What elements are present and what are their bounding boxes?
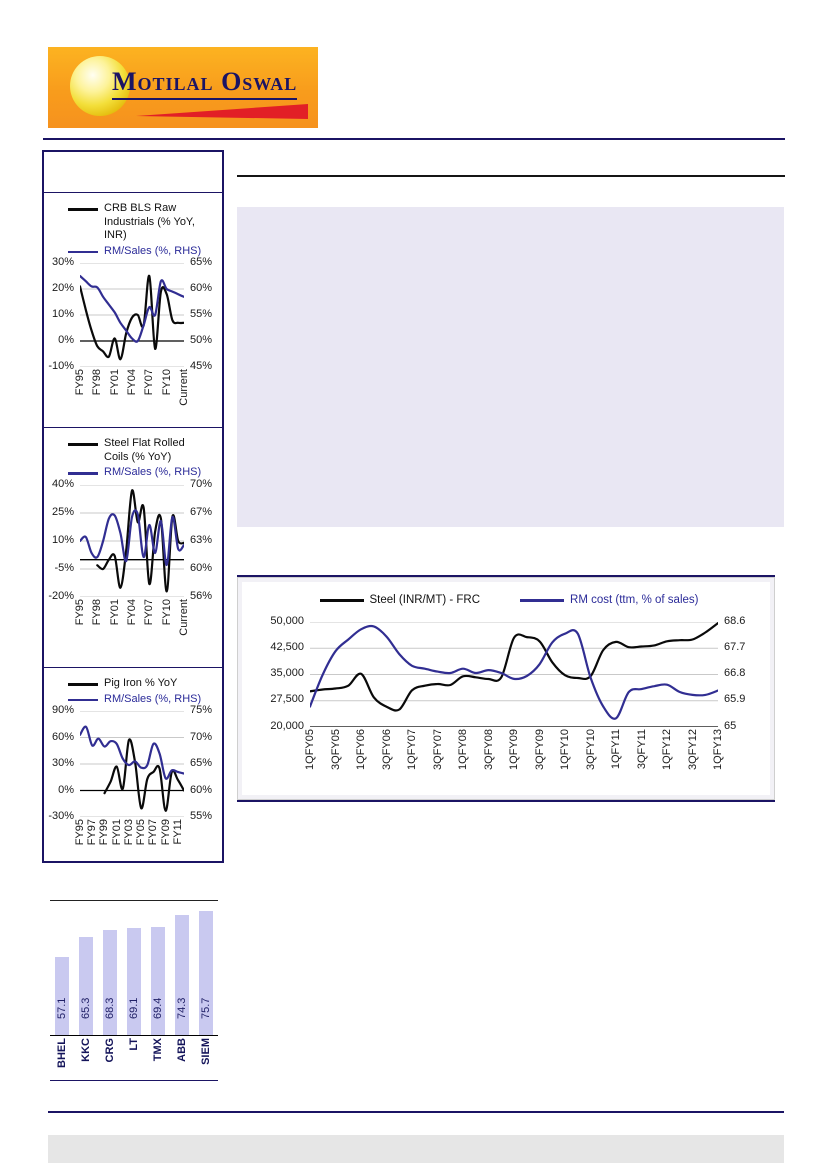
category-label: LT bbox=[128, 1038, 140, 1051]
sidebar-blank-strip bbox=[44, 152, 222, 192]
legend-item bbox=[320, 594, 481, 608]
legend-label: Steel (INR/MT) - FRC bbox=[369, 594, 481, 606]
motilal-oswal-logo bbox=[48, 47, 318, 128]
legend-line-marker bbox=[68, 251, 98, 254]
x-tick-label: FY07 bbox=[143, 369, 156, 396]
legend-label: RM/Sales (%, RHS) bbox=[104, 244, 202, 257]
x-tick-label: FY01 bbox=[110, 819, 123, 846]
y-tick-label: 65% bbox=[190, 757, 213, 769]
bar-value-label: 68.3 bbox=[104, 997, 116, 1019]
legend-line-marker bbox=[68, 472, 98, 475]
y-tick-label: 10% bbox=[51, 533, 74, 546]
y-tick-label: 65 bbox=[724, 719, 737, 732]
y-tick-label: 65.9 bbox=[724, 693, 746, 706]
legend-label: RM cost (ttm, % of sales) bbox=[570, 594, 699, 606]
plot-area bbox=[80, 485, 184, 597]
y-tick-label: 65% bbox=[190, 256, 213, 268]
line-series bbox=[80, 276, 184, 359]
y-tick-label: 60% bbox=[190, 561, 213, 574]
y-tick-label: 60% bbox=[51, 730, 74, 743]
legend-label: Steel Flat Rolled Coils (% YoY) bbox=[104, 437, 185, 463]
legend-item bbox=[520, 594, 698, 608]
y-tick-label: 30% bbox=[51, 757, 74, 769]
footer-bar bbox=[48, 1135, 784, 1163]
main-chart-bottom-rule bbox=[237, 800, 775, 802]
y-tick-label: 0% bbox=[58, 334, 74, 346]
y-tick-label: 60% bbox=[190, 282, 213, 294]
x-tick-label: FY98 bbox=[91, 598, 104, 625]
legend-label: CRB BLS Raw Industrials (% YoY, INR) bbox=[104, 202, 195, 241]
legend-line-marker bbox=[68, 208, 98, 211]
line-series bbox=[105, 739, 185, 810]
red-swoosh-icon bbox=[136, 104, 308, 119]
x-tick-label: FY01 bbox=[108, 369, 121, 396]
x-tick-label: FY05 bbox=[135, 819, 148, 846]
bar-value-label: 74.3 bbox=[176, 997, 188, 1019]
line-series bbox=[80, 727, 184, 779]
y-tick-label: 75% bbox=[190, 704, 213, 716]
x-tick-label: FY04 bbox=[126, 598, 138, 625]
x-tick-label: 1QFY09 bbox=[508, 728, 520, 770]
x-tick-label: 1QFY06 bbox=[355, 728, 367, 770]
chart-legend bbox=[248, 592, 770, 622]
x-tick-label: 1QFY07 bbox=[406, 728, 418, 770]
y-tick-label: 56% bbox=[190, 589, 213, 602]
plot-area bbox=[310, 622, 718, 727]
y-tick-label: 63% bbox=[190, 533, 213, 546]
chart-legend bbox=[44, 428, 222, 485]
x-tick-label: 1QFY13 bbox=[712, 728, 724, 770]
y-tick-label: 67% bbox=[190, 505, 213, 518]
bar-KKC bbox=[79, 937, 93, 1035]
bar-value-label: 69.4 bbox=[152, 997, 164, 1019]
x-tick-label: 1QFY11 bbox=[610, 728, 622, 769]
x-tick-label: FY95 bbox=[74, 819, 86, 846]
steel-rm-chart-frame bbox=[237, 577, 775, 800]
category-label: ABB bbox=[176, 1038, 188, 1062]
line-series bbox=[310, 623, 718, 710]
y-tick-label: 35,000 bbox=[270, 667, 304, 679]
x-tick-label: FY10 bbox=[160, 598, 173, 625]
bar-value-label: 65.3 bbox=[80, 997, 92, 1019]
x-tick-label: FY98 bbox=[91, 369, 104, 396]
x-tick-label: 3QFY06 bbox=[380, 728, 393, 770]
footer-rule bbox=[48, 1111, 784, 1113]
content-top-rule bbox=[237, 175, 785, 177]
y-tick-label: 50,000 bbox=[270, 614, 304, 627]
y-tick-label: 25% bbox=[51, 505, 74, 518]
y-tick-label: 42,500 bbox=[270, 640, 304, 653]
y-tick-label: -5% bbox=[54, 561, 74, 574]
x-tick-label: FY03 bbox=[122, 819, 135, 846]
bar-CRG bbox=[103, 930, 117, 1035]
chart-pig-iron bbox=[44, 667, 222, 861]
y-tick-label: 55% bbox=[190, 810, 213, 822]
bar-value-label: 75.7 bbox=[200, 997, 212, 1019]
x-tick-label: 3QFY05 bbox=[329, 728, 342, 770]
y-tick-label: 20% bbox=[51, 282, 74, 294]
bar-BHEL bbox=[55, 957, 69, 1035]
y-tick-label: 55% bbox=[190, 308, 213, 320]
y-tick-label: -30% bbox=[48, 810, 74, 822]
y-tick-label: 70% bbox=[190, 730, 213, 743]
x-tick-label: 3QFY07 bbox=[431, 728, 444, 770]
y-tick-label: 40% bbox=[51, 477, 74, 490]
x-tick-label: Current bbox=[178, 369, 190, 406]
chart-legend bbox=[44, 193, 222, 263]
plot-area bbox=[50, 901, 218, 1036]
x-tick-label: 1QFY08 bbox=[457, 728, 469, 770]
y-tick-label: 70% bbox=[190, 477, 213, 490]
content-placeholder bbox=[237, 207, 784, 527]
line-series bbox=[80, 276, 184, 342]
category-label: TMX bbox=[152, 1038, 164, 1062]
legend-line-marker bbox=[520, 599, 564, 602]
legend-line-marker bbox=[68, 699, 98, 702]
x-tick-label: 1QFY05 bbox=[304, 728, 316, 770]
x-tick-label: FY95 bbox=[74, 369, 86, 396]
x-tick-label: 3QFY11 bbox=[635, 728, 648, 769]
y-tick-label: -10% bbox=[48, 360, 74, 372]
header-rule bbox=[43, 138, 785, 140]
line-series bbox=[80, 510, 184, 565]
plot-area bbox=[80, 263, 184, 367]
y-tick-label: 27,500 bbox=[270, 693, 304, 706]
chart-steel-flat-rolled-coils bbox=[44, 427, 222, 667]
category-label: KKC bbox=[80, 1038, 92, 1062]
x-tick-label: FY10 bbox=[160, 369, 173, 396]
legend-item bbox=[68, 677, 220, 691]
chart-company-bars bbox=[50, 900, 218, 1081]
legend-label: Pig Iron % YoY bbox=[104, 677, 178, 689]
bar-value-label: 69.1 bbox=[128, 997, 140, 1019]
category-label: BHEL bbox=[56, 1038, 68, 1068]
x-tick-label: FY07 bbox=[147, 819, 160, 846]
y-tick-label: -20% bbox=[48, 589, 74, 602]
y-tick-label: 68.6 bbox=[724, 614, 746, 627]
y-tick-label: 50% bbox=[190, 334, 213, 346]
y-tick-label: 66.8 bbox=[724, 667, 746, 679]
x-tick-label: FY01 bbox=[108, 598, 121, 625]
x-tick-label: 1QFY10 bbox=[559, 728, 571, 770]
x-tick-label: 3QFY08 bbox=[482, 728, 495, 770]
plot-area bbox=[80, 711, 184, 817]
category-label: CRG bbox=[104, 1038, 116, 1063]
y-tick-label: 90% bbox=[51, 704, 74, 716]
x-tick-label: 1QFY12 bbox=[661, 728, 673, 770]
x-tick-label: FY04 bbox=[126, 369, 138, 396]
x-tick-label: 3QFY09 bbox=[533, 728, 546, 770]
logo-title: Motilal Oswal bbox=[112, 67, 297, 100]
x-tick-label: FY09 bbox=[159, 819, 172, 846]
legend-line-marker bbox=[68, 683, 98, 686]
y-tick-label: 60% bbox=[190, 783, 213, 796]
y-tick-label: 67.7 bbox=[724, 640, 746, 653]
legend-label: RM/Sales (%, RHS) bbox=[104, 692, 202, 705]
y-tick-label: 20,000 bbox=[270, 719, 304, 732]
sidebar-charts-panel bbox=[42, 150, 224, 863]
chart-crb-raw-industrials bbox=[44, 192, 222, 427]
x-tick-label: FY11 bbox=[171, 819, 184, 845]
x-tick-label: FY07 bbox=[143, 598, 156, 625]
category-label: SIEM bbox=[200, 1038, 212, 1065]
bar-value-label: 57.1 bbox=[56, 997, 68, 1019]
x-tick-label: 3QFY12 bbox=[686, 728, 699, 770]
x-tick-label: FY99 bbox=[98, 819, 111, 846]
y-tick-label: 0% bbox=[58, 783, 74, 796]
x-tick-label: 3QFY10 bbox=[584, 728, 597, 770]
legend-item bbox=[68, 437, 220, 464]
chart-steel-price-vs-rm-cost bbox=[242, 582, 770, 795]
y-tick-label: 10% bbox=[51, 308, 74, 320]
x-tick-label: Current bbox=[178, 598, 190, 636]
legend-line-marker bbox=[320, 599, 364, 602]
x-tick-label: FY95 bbox=[74, 598, 86, 625]
legend-label: RM/Sales (%, RHS) bbox=[104, 466, 202, 478]
x-tick-label: FY97 bbox=[86, 819, 99, 846]
y-tick-label: 45% bbox=[190, 360, 213, 372]
y-tick-label: 30% bbox=[51, 256, 74, 268]
legend-line-marker bbox=[68, 443, 98, 446]
legend-item bbox=[68, 202, 220, 243]
